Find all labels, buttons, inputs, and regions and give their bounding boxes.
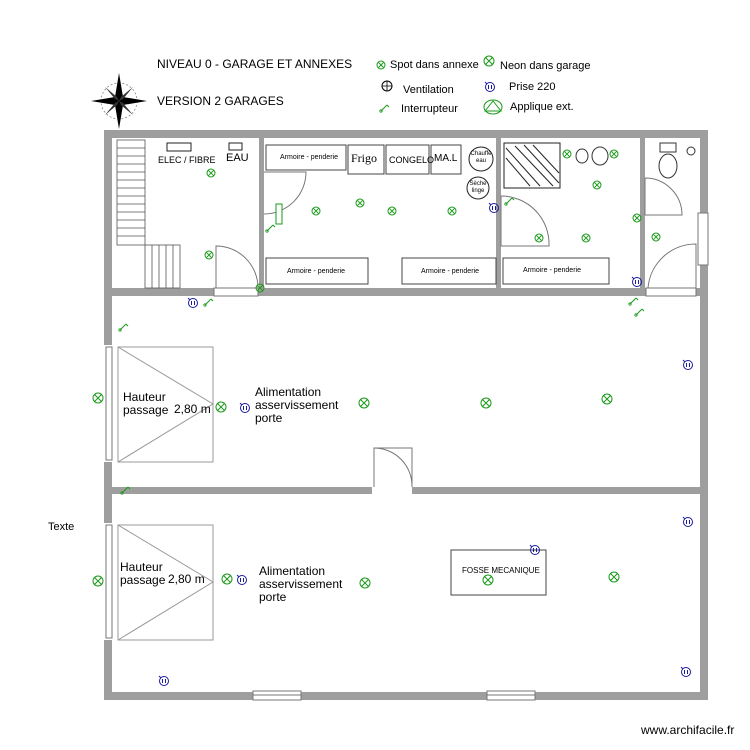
chauffe-eau-label: Chauffe eau	[470, 151, 492, 164]
garage2-hauteur-label: Hauteur passage	[120, 560, 166, 587]
garage2-hauteur-value: 2,80 m	[168, 572, 205, 586]
armoire-1-label: Armoire - penderie	[280, 154, 338, 161]
seche-linge-label: Sèche linge	[469, 181, 487, 194]
legend-prise-icon	[485, 82, 495, 92]
congelo-label: CONGELO	[389, 155, 435, 165]
plan-title: NIVEAU 0 - GARAGE ET ANNEXES	[157, 57, 353, 71]
garage2-alimentation-label: Alimentation asservissement porte	[259, 564, 343, 604]
watermark: www.archifacile.fr	[641, 723, 735, 737]
fosse-mecanique-label: FOSSE MECANIQUE	[462, 566, 540, 575]
armoire-2-label: Armoire - penderie	[287, 268, 345, 275]
legend-ventilation-label: Ventilation	[403, 84, 454, 96]
compass-icon	[91, 73, 147, 129]
legend-ventilation-icon	[382, 81, 392, 91]
legend-neon-label: Neon dans garage	[500, 60, 591, 72]
shower	[504, 143, 560, 188]
frigo-label: Frigo	[351, 151, 378, 165]
legend-spot-label: Spot dans annexe	[390, 59, 479, 71]
legend-neon-icon	[484, 56, 494, 66]
legend-applique-icon	[484, 100, 502, 114]
legend-prise-label: Prise 220	[509, 81, 556, 93]
room-eau-label: EAU	[226, 152, 249, 164]
armoire-4-label: Armoire - penderie	[523, 267, 581, 274]
texte-label: Texte	[48, 521, 75, 533]
room-elec-label: ELEC / FIBRE	[158, 155, 216, 165]
garage1-hauteur-value: 2,80 m	[174, 402, 211, 416]
doors	[216, 172, 696, 487]
interrupteurs	[119, 198, 644, 494]
armoire-3-label: Armoire - penderie	[421, 268, 479, 275]
garage1-hauteur-label: Hauteur passage	[123, 390, 169, 417]
legend-spot-icon	[377, 61, 385, 69]
legend-interrupteur-label: Interrupteur	[401, 103, 458, 115]
mal-label: MA.L	[434, 153, 458, 164]
garage1-alimentation-label: Alimentation asservissement porte	[255, 385, 339, 425]
legend-interrupteur-icon	[380, 105, 389, 112]
legend-applique-label: Applique ext.	[510, 101, 574, 113]
sanitary	[576, 143, 695, 178]
plan-subtitle: VERSION 2 GARAGES	[157, 94, 284, 108]
